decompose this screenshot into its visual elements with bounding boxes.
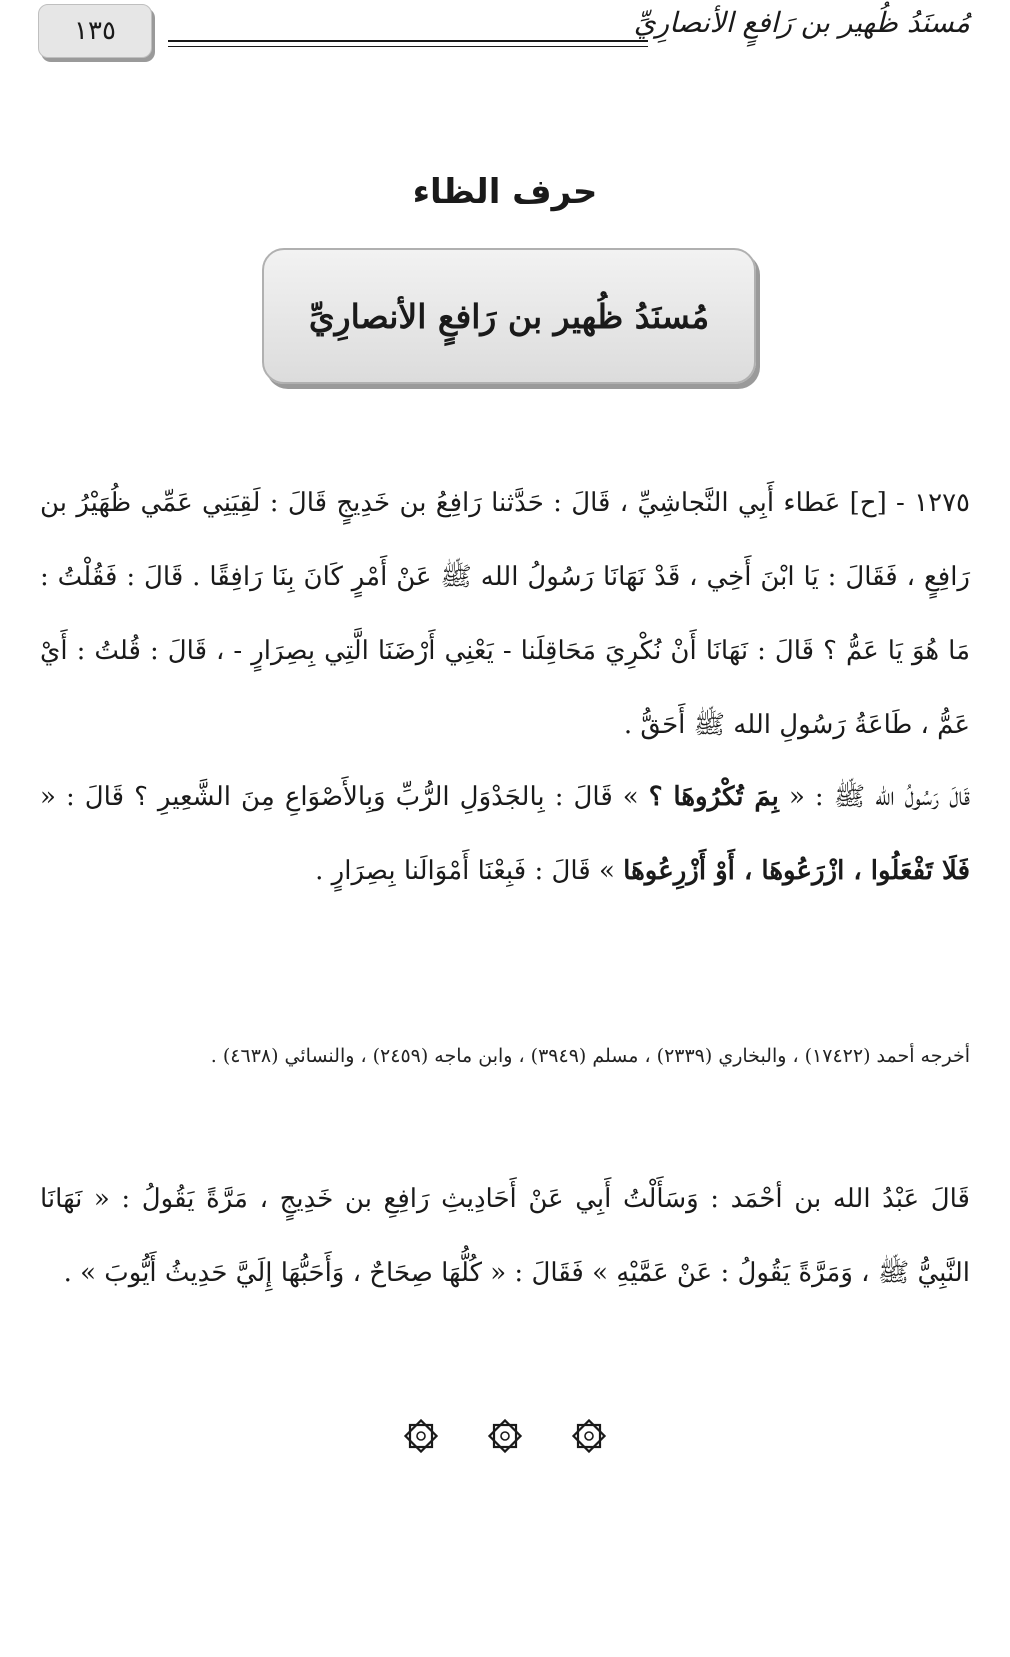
section-title-box (262, 248, 756, 384)
header-rule (168, 40, 648, 42)
para2-quote-2: فَلَا تَفْعَلُوا ، ازْرَعُوهَا ، أَوْ أَزْرِعُوهَا (623, 856, 970, 886)
star-ornament-icon (569, 1416, 609, 1456)
chapter-title: حرف الظاء (412, 172, 598, 212)
header-rule-thin (168, 46, 648, 47)
section-title: مُسنَدُ ظُهير بن رَافعٍ الأنصارِيِّ (308, 296, 710, 336)
hadith-paragraph-1: ١٢٧٥ - [ح] عَطاء أَبِي النَّجاشِيِّ ، قَالَ : حَدَّثنا رَافِعُ بن خَدِيجٍ قَالَ : لَقِيَنِي عَمِّي ظُهَيْرُ بن رَافِعٍ ، فَقَالَ : يَا ابْنَ أَخِي ، قَدْ نَهَانَا رَسُولُ الله ﷺ عَنْ أَمْرٍ كَانَ بِنَا رَافِقًا . قَالَ : فَقُلْتُ : مَا هُوَ يَا عَمُّ ؟ قَالَ : نَهَانَا أَنْ نُكْرِيَ مَحَاقِلَنا - يَعْنِي أَرْضَنَا الَّتِي بِصِرَارٍ - ، قَالَ : قُلتُ : أَيْ عَمُّ ، طَاعَةُ رَسُولِ الله ﷺ أَحَقُّ . (40, 488, 970, 740)
para2-text-after: » قَالَ : فَبِعْنَا أَمْوَالَنا بِصِرَارٍ . (315, 856, 624, 886)
page-number-badge (38, 4, 152, 58)
hadith-paragraph-2 (40, 760, 970, 908)
para2-quote-1: بِمَ تُكْرُوهَا ؟ (648, 782, 779, 812)
ornament-row (0, 1416, 1010, 1456)
page-header (0, 0, 1010, 70)
star-ornament-icon (401, 1416, 441, 1456)
star-ornament-icon (485, 1416, 525, 1456)
hadith-paragraph-3: قَالَ عَبْدُ الله بن أحْمَد : وَسَأَلْتُ أَبِي عَنْ أَحَادِيثِ رَافِعِ بن خَدِيجٍ ، مَرَّةً يَقُولُ : « نَهَانَا النَّبِيُّ ﷺ ، وَمَرَّةً يَقُولُ : عَنْ عَمَّيْهِ » فَقَالَ : « كُلُّهَا صِحَاحٌ ، وَأَحَبُّهَا إِلَيَّ حَدِيثُ أَيُّوبَ » . (40, 1184, 970, 1288)
para2-text-before: قَالَ رَسُولُ الله ﷺ : « (778, 782, 970, 812)
takhrij-footnote: أخرجه أحمد (١٧٤٢٢) ، والبخاري (٢٣٣٩) ، مسلم (٣٩٤٩) ، وابن ماجه (٢٤٥٩) ، والنسائي (٤٦٣٨) . (210, 1045, 970, 1067)
para2-text-middle: » قَالَ : بِالجَدْوَلِ الرُّبِّ وَبِالأَصْوَاعِ مِنَ الشَّعِيرِ ؟ قَالَ : « (40, 782, 649, 812)
running-title: مُسنَدُ ظُهير بن رَافعٍ الأنصارِيِّ (633, 6, 970, 39)
page-number: ١٣٥ (74, 16, 116, 46)
